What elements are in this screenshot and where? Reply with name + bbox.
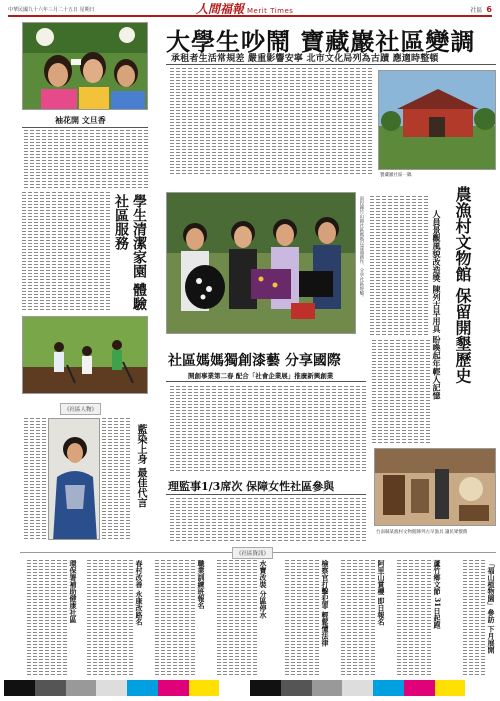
news-item-4-headline: 水寶改裝 分區停水 [259,560,268,619]
news-item-7-headline: 蘆竹鄉文節 31日起跑 [433,560,442,629]
people-box-label: 《社區人物》 [60,403,101,415]
news-item-6-block [332,560,386,678]
news-item-6-headline: 阿里山賞櫻 即日報名 [377,560,386,626]
news-item-1-headline: 環保署補助健康社區 [69,560,78,623]
main-subheadline: 承租者生活常規差 嚴重影響安寧 北市文化局列為古蹟 應適時整頓 [171,54,439,64]
news-item-8-block [444,560,496,678]
news-item-3-headline: 職業訓練班報名 [197,560,206,609]
student-story-text [22,192,110,312]
news-item-2-headline: 春村改善 永康改路名 [135,560,144,626]
children-photo [22,22,148,110]
student-story-headline: 學生清潔家園 體驗社區服務 [113,194,147,311]
museum-photo-caption: 台南縣某漁村文物館陳列古早漁具 讓民眾懷舊 [376,530,468,535]
main-story-text [166,68,372,176]
left-top-text-columns [22,130,148,188]
byline-rule [22,127,148,128]
news-item-7-block [388,560,442,678]
news-item-5-headline: 檢察官打擊犯罪 輕鬆懂法律 [321,560,330,647]
news-item-8-headline: 「福山植物園」參訪 下月展開 [487,560,496,654]
color-registration-strip [4,680,496,696]
news-item-5-block [270,560,330,678]
newspaper-logo-latin: Merit Times [247,7,294,15]
temple-photo-caption: 寶藏巖社區一隅 [380,173,412,178]
news-item-3-block [146,560,206,678]
lacquer-photo-caption: 南投縣竹山鎮社區媽媽以漆器創作，分享社區經驗。 [358,196,364,300]
board-seats-text [166,498,366,542]
farm-museum-headline: 農漁村文物館 保留開墾歷史 [453,186,472,384]
news-item-4-block [208,560,268,678]
students-cleaning-photo [22,316,148,394]
main-headline: 大學生吵鬧 寶藏巖社區變調 [166,27,476,56]
masthead [196,0,293,17]
board-seats-rule [166,494,366,495]
issue-date: 中華民國九十六年三月二十五日 星期日 [8,6,95,13]
news-item-2-block [80,560,144,678]
museum-interior-photo [374,448,496,526]
newspaper-logo: 人間福報 [196,2,245,16]
farm-museum-text [370,340,430,444]
lacquer-subhead: 開創事業第二春 配合「社會企業展」推廣新興創業 [188,372,334,380]
section-name: 社區 [470,6,483,14]
people-story-text [102,418,130,540]
main-headline-rule [166,64,496,65]
indigo-dye-person-photo [48,418,100,540]
people-story-text-left [22,418,46,540]
news-item-1-block [20,560,78,678]
right-upper-text [368,196,428,336]
lacquer-art-photo [166,192,356,334]
temple-photo [378,70,496,170]
lacquer-headline: 社區媽媽獨創漆藝 分享國際 [168,353,341,369]
farm-museum-subhead: 人員景觀風貌改造獎 陳列古早用具 盼喚起年輕人記憶 [432,210,442,400]
lacquer-story-text [166,386,366,472]
byline-headline: 袖花開 文旦香 [55,115,106,125]
lacquer-headline-rule [166,381,366,382]
people-story-headline: 藍染上身 最佳代言 [135,424,146,508]
page-number: 6 [486,4,492,14]
news-box-label: 《社區資訊》 [232,547,273,559]
section-label [470,5,492,14]
board-seats-headline: 理監事1/3席次 保障女性社區參與 [168,480,335,493]
